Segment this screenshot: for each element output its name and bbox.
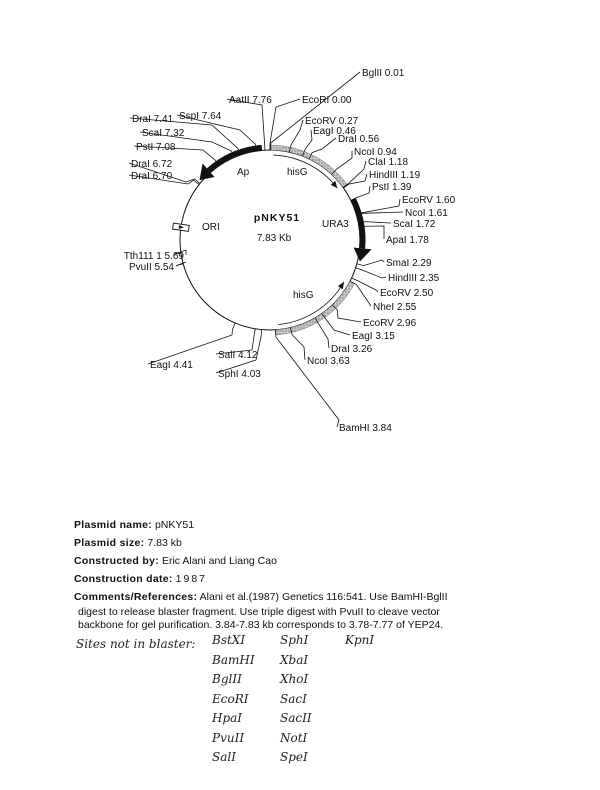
site-label: AatII 7.76 xyxy=(229,95,272,106)
feature-label-ap: Ap xyxy=(237,167,250,178)
date-value: 1987 xyxy=(175,573,208,585)
constructed-value: Eric Alani and Liang Cao xyxy=(161,555,277,567)
restriction-site xyxy=(358,219,435,230)
feature-hisg-band xyxy=(270,145,348,188)
site-label: DraI 6.70 xyxy=(131,171,173,182)
size-label: Plasmid size: xyxy=(74,537,145,549)
site-label: NcoI 1.61 xyxy=(405,208,448,219)
site-leader-line xyxy=(227,99,265,150)
restriction-site xyxy=(124,250,186,262)
handwritten-site: NotI xyxy=(280,730,308,745)
site-leader-line xyxy=(270,99,300,150)
site-label: EagI 3.15 xyxy=(352,331,395,342)
site-leader-line xyxy=(356,268,386,278)
comments-line-3: backbone for gel purification. 3.84-7.83 kb corresponds to 3.78-7.77 of YEP24. xyxy=(78,619,444,631)
site-label: DraI 3.26 xyxy=(331,344,373,355)
info-constructed-row xyxy=(74,552,554,570)
site-label: PvuII 5.54 xyxy=(128,262,174,273)
handwritten-site: EcoRI xyxy=(212,691,249,706)
site-label: SspI 7.64 xyxy=(179,111,222,122)
site-label: ClaI 1.18 xyxy=(368,157,409,168)
handwritten-site: BamHI xyxy=(212,652,255,667)
site-label: EcoRV 2.50 xyxy=(380,288,434,299)
site-leader-line xyxy=(302,130,312,156)
restriction-site xyxy=(129,262,186,273)
handwritten-site: XhoI xyxy=(280,672,309,686)
site-label: PstI 7.08 xyxy=(136,142,176,153)
site-leader-line xyxy=(352,278,378,292)
feature-ura3-arrow xyxy=(350,198,365,249)
site-label: PstI 1.39 xyxy=(372,182,412,193)
handwritten-site: SalI xyxy=(212,750,236,764)
feature-hisg2-band xyxy=(275,281,354,335)
feature-label-hisg2: hisG xyxy=(293,290,314,301)
feature-label-ura3: URA3 xyxy=(322,219,349,230)
handwritten-column-1 xyxy=(212,633,255,770)
handwritten-column-2 xyxy=(280,633,312,770)
site-label: ApaI 1.78 xyxy=(386,235,429,246)
site-label: Tth111 1 5.69 xyxy=(123,251,184,262)
plasmid-size-center: 7.83 Kb xyxy=(256,233,292,244)
handwritten-site: SpeI xyxy=(280,750,308,764)
site-leader-line xyxy=(275,330,339,427)
handwritten-site: SacII xyxy=(280,711,312,725)
site-label: SmaI 2.29 xyxy=(386,258,432,269)
site-label: NcoI 0.94 xyxy=(354,147,397,158)
site-label: ScaI 1.72 xyxy=(393,219,436,230)
restriction-site xyxy=(356,268,440,284)
restriction-site xyxy=(357,258,432,269)
site-leader-line xyxy=(176,262,186,266)
site-label: SalI 4.12 xyxy=(218,350,258,361)
plasmid-info xyxy=(74,516,554,632)
handwritten-site: XbaI xyxy=(280,652,309,667)
site-label: HindIII 2.35 xyxy=(388,273,440,284)
comments-label: Comments/References: xyxy=(74,591,198,603)
site-leader-line xyxy=(351,186,370,200)
feature-ap-arrow xyxy=(207,145,262,173)
info-date-row xyxy=(74,570,554,588)
handwritten-label: Sites not in blaster: xyxy=(76,637,196,651)
site-leader-line xyxy=(357,260,384,266)
site-label: EcoRV 0.27 xyxy=(305,116,359,127)
restriction-site xyxy=(357,208,449,219)
plasmid-name-center: pNKY51 xyxy=(253,212,301,224)
restriction-site xyxy=(129,171,199,185)
size-value: 7.83 kb xyxy=(147,537,182,549)
feature-hisg2-direction-arrowhead xyxy=(338,282,344,289)
site-label: BamHI 3.84 xyxy=(339,423,392,434)
info-size-row xyxy=(74,534,554,552)
site-label: DraI 7.41 xyxy=(132,114,174,125)
site-label: SphI 4.03 xyxy=(218,369,261,380)
ori-marker xyxy=(173,223,190,231)
site-label: DraI 6.72 xyxy=(131,159,173,170)
restriction-site xyxy=(177,111,256,151)
feature-ura3-arrowhead xyxy=(354,248,372,262)
restriction-site xyxy=(216,329,258,361)
name-label: Plasmid name: xyxy=(74,519,153,531)
site-label: NheI 2.55 xyxy=(373,302,417,313)
name-value: pNKY51 xyxy=(154,519,195,531)
handwritten-column-3 xyxy=(345,633,374,653)
restriction-site xyxy=(148,323,235,371)
site-label: EcoRV 2.96 xyxy=(363,318,417,329)
site-label: EcoRV 1.60 xyxy=(402,195,456,206)
site-label: DraI 0.56 xyxy=(338,134,380,145)
site-leader-line xyxy=(332,151,352,174)
constructed-label: Constructed by: xyxy=(74,555,160,567)
info-comments-row xyxy=(74,588,554,606)
comments-line-1: Alani et al.(1987) Genetics 116:541. Use BamHI-BglII xyxy=(199,591,448,603)
handwritten-site: HpaI xyxy=(212,711,243,725)
info-name-row xyxy=(74,516,554,534)
site-label: EcoRI 0.00 xyxy=(302,95,352,106)
site-label: HindIII 1.19 xyxy=(369,170,421,181)
handwritten-site: KpnI xyxy=(345,633,375,647)
comments-line-2: digest to release blaster fragment. Use triple digest with PvuII to cleave vector xyxy=(78,606,440,618)
handwritten-site: PvuII xyxy=(212,730,245,745)
site-label: EagI 4.41 xyxy=(150,360,193,371)
feature-label-hisg: hisG xyxy=(287,167,308,178)
handwritten-site: SacI xyxy=(280,691,307,706)
restriction-site xyxy=(227,95,272,150)
handwritten-site: BglII xyxy=(212,672,242,686)
site-leader-line xyxy=(343,174,367,188)
site-label: NcoI 3.63 xyxy=(307,356,350,367)
site-label: ScaI 7.32 xyxy=(142,128,185,139)
feature-label-ori: ORI xyxy=(202,222,220,233)
site-label: EagI 0.46 xyxy=(313,126,356,137)
handwritten-site: BstXI xyxy=(212,633,246,647)
handwritten-site: SphI xyxy=(280,633,309,647)
site-label: BglII 0.01 xyxy=(362,68,405,79)
date-label: Construction date: xyxy=(74,573,173,585)
